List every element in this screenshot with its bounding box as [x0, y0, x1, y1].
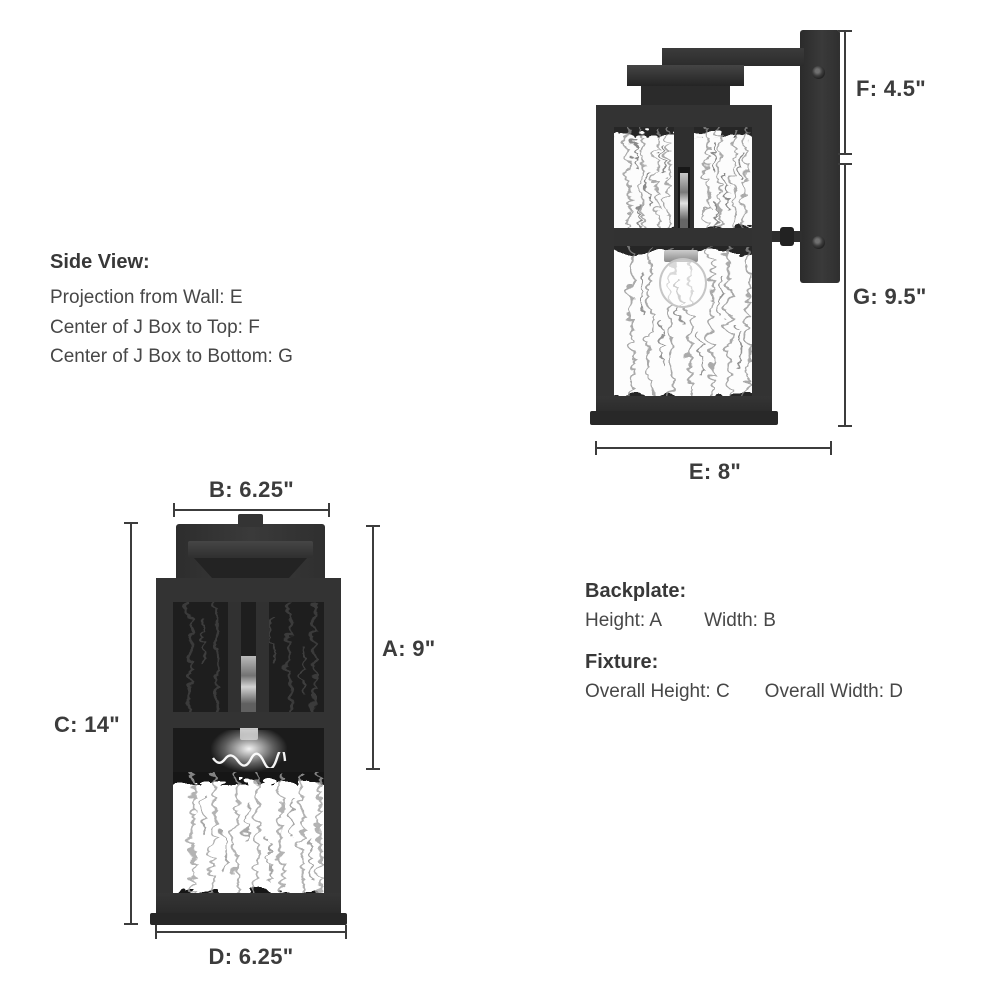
- water-glass-pane: [694, 127, 752, 228]
- front-view-arm-shade: [194, 558, 307, 578]
- side-view-heading: Side View:: [50, 251, 150, 273]
- side-view-info: [50, 251, 293, 372]
- dimension-cap: [830, 441, 832, 455]
- dimension-cap: [328, 503, 330, 517]
- info-line-jbox-bottom: Center of J Box to Bottom: G: [50, 346, 293, 367]
- dimension-cap: [366, 768, 380, 770]
- dimension-cap: [838, 153, 852, 155]
- dimension-line-c: [130, 522, 132, 925]
- dimension-cap: [838, 163, 852, 165]
- screw-icon: [812, 66, 825, 79]
- dimension-cap: [366, 525, 380, 527]
- dimension-cap: [838, 425, 852, 427]
- front-view-arm-bar: [188, 541, 313, 558]
- dimension-line-a: [372, 525, 374, 770]
- water-glass-pane: [614, 246, 752, 396]
- dimension-label-a: A: 9": [382, 636, 436, 661]
- legend-backplate-heading: Backplate:: [585, 580, 687, 602]
- dimension-cap: [173, 503, 175, 517]
- legend-fixture-heading: Fixture:: [585, 651, 659, 673]
- dimension-cap: [124, 923, 138, 925]
- bulb-tip: [680, 173, 688, 228]
- dimension-cap: [838, 30, 852, 32]
- dimension-cap: [595, 441, 597, 455]
- dimension-line-g: [844, 163, 846, 427]
- legend-fixture-row: [585, 681, 945, 703]
- front-view-post-left: [228, 602, 241, 712]
- dimension-label-d: D: 6.25": [208, 944, 294, 969]
- dimension-label-g: G: 9.5": [853, 284, 927, 309]
- dimension-cap: [155, 925, 157, 939]
- dimension-label-e: E: 8": [688, 459, 742, 484]
- water-glass-pane: [614, 127, 674, 228]
- front-view-lantern-body: [156, 578, 341, 925]
- side-view-cap-lid: [627, 65, 744, 86]
- dimension-label-b: B: 6.25": [209, 477, 294, 502]
- side-view-lantern-body: [596, 105, 772, 425]
- side-view-base-flare: [590, 411, 778, 425]
- legend-fixture-width: Overall Width: D: [764, 681, 903, 702]
- dimension-cap: [124, 522, 138, 524]
- side-view-cap-neck: [641, 86, 730, 106]
- dimension-line-f: [844, 30, 846, 155]
- dimension-label-f: F: 4.5": [856, 76, 926, 101]
- legend-fixture-height: Overall Height: C: [585, 681, 730, 702]
- front-view-crossbar: [173, 712, 324, 728]
- dimension-line-d: [155, 931, 347, 933]
- front-view-bulb-area: [173, 728, 324, 772]
- dimension-label-c: C: 14": [53, 712, 120, 737]
- bulb-highlight: [211, 752, 287, 768]
- front-view-top-tab: [238, 514, 263, 527]
- side-view-top-arm: [662, 48, 804, 66]
- light-bulb: [659, 258, 707, 308]
- front-view-base-flare: [150, 913, 347, 925]
- dimension-line-b: [173, 509, 330, 511]
- water-glass-pane: [173, 772, 324, 893]
- bulb-column: [241, 656, 256, 712]
- side-view-arm-collar: [780, 227, 794, 246]
- info-line-projection: Projection from Wall: E: [50, 287, 243, 308]
- legend: [585, 580, 945, 703]
- dimension-line-e: [595, 447, 832, 449]
- screw-icon: [812, 236, 825, 249]
- dimension-cap: [345, 925, 347, 939]
- front-view-post-right: [256, 602, 269, 712]
- legend-backplate-height: Height: A: [585, 610, 663, 631]
- side-view-center-post: [674, 127, 694, 228]
- side-view-crossbar: [614, 228, 752, 246]
- info-line-jbox-top: Center of J Box to Top: F: [50, 316, 260, 338]
- legend-backplate-width: Width: B: [704, 610, 776, 631]
- legend-backplate-row: [585, 610, 945, 632]
